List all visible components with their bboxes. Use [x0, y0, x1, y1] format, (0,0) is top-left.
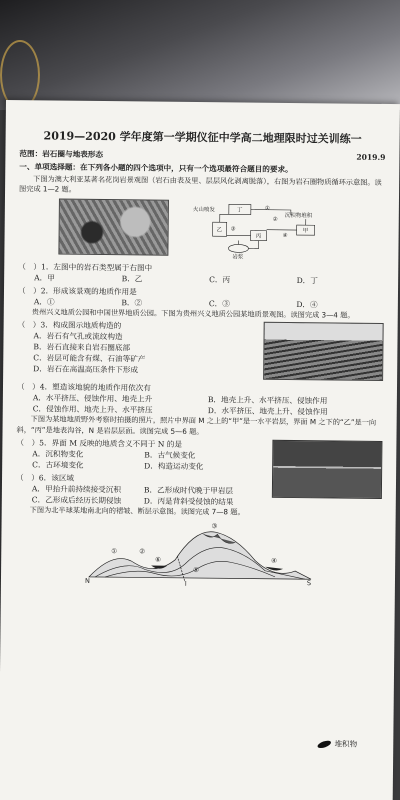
q1-stem: （ ）1．左图中的岩石类型属于右图中: [18, 261, 153, 273]
profile-label-l: l: [184, 579, 187, 587]
q5-stem: （ ）5．界面 M 反映的地质含义不同于 N 的是: [16, 438, 183, 449]
intro-q5-6: 下图为某地地质野外考察时拍摄的照片，照片中界面 M 之上的“甲”是一水平岩层，界面 M 之下的“乙”是一向斜，“丙”是地表沟谷，N 是岩层层面。读图完成 5—6 题。: [16, 414, 377, 436]
q6-option-a[interactable]: A．甲抬升前持续接受沉积: [31, 484, 121, 495]
section-heading: 一、单项选择题：在下列各小题的四个选项中，只有一个选项最符合题目的要求。: [19, 162, 293, 174]
cycle-label-yi: 乙: [216, 227, 223, 234]
q3-option-d[interactable]: D．岩石在高温高压条件下形成: [33, 364, 139, 375]
q5-option-b[interactable]: B．古气候变化: [144, 450, 196, 461]
q4-option-d[interactable]: D．水平挤压、地壳上升、侵蚀作用: [207, 406, 328, 417]
cycle-label-n4: ④: [282, 232, 288, 239]
q5-option-a[interactable]: A．沉积物变化: [32, 449, 84, 459]
q2-option-a[interactable]: A．①: [33, 297, 55, 307]
profile-label-s: S: [306, 578, 312, 587]
intro-q7-8: 下图为北半球某地南北向的褶皱、断层示意图。读图完成 7—8 题。: [29, 505, 245, 517]
intro-q1-2: 下图为澳大利亚某著名花岗岩景观图（岩石由表及里、层层风化剥离脱落），右图为岩石圈物质循环示意图。读图完成 1—2 题。: [19, 174, 382, 195]
q1-option-c[interactable]: C．丙: [209, 274, 231, 285]
profile-label-6: ⑥: [155, 555, 162, 564]
deposit-swatch-icon: [317, 739, 332, 749]
background-desk: [0, 0, 400, 110]
cycle-label-volcano: 火山喷发: [192, 206, 215, 214]
q5-option-d[interactable]: D．构造运动变化: [144, 461, 204, 472]
question-1: [18, 261, 384, 287]
q6-option-c[interactable]: C．乙形成后经历长期侵蚀: [31, 495, 122, 506]
cycle-label-ding: 丁: [236, 207, 243, 214]
cycle-label-n2: ②: [272, 216, 278, 223]
profile-label-3: ③: [211, 521, 218, 530]
fold-fault-profile: [85, 518, 316, 586]
legend-label: 堆积物: [334, 739, 358, 749]
cycle-label-bing: 丙: [255, 233, 262, 240]
intro-q3-4: 贵州兴义地质公园和中国世界地质公园。下图为贵州兴义地质公园某地质景观图。读图完成 3—4 题。: [31, 307, 355, 320]
q2-option-b[interactable]: B．②: [121, 298, 143, 308]
profile-label-4: ④: [271, 556, 278, 565]
rock-cycle-diagram: [190, 200, 341, 262]
date-text: 2019.9: [356, 152, 386, 162]
q3-stem: （ ）3．构成图示地质构造的: [17, 320, 122, 331]
q3-option-b[interactable]: B．岩石直接来自岩石圈底部: [33, 342, 131, 353]
q3-option-c[interactable]: C．岩层可能含有煤、石油等矿产: [33, 353, 146, 364]
q4-stem: （ ）4．塑造该地貌的地质作用依次有: [16, 382, 151, 393]
granite-landscape-photo: [58, 198, 169, 255]
q6-stem: （ ）6．该区域: [15, 473, 75, 483]
exam-paper: [0, 100, 400, 800]
profile-label-5: ⑤: [193, 565, 199, 574]
question-4: [17, 381, 383, 418]
q1-option-d[interactable]: D．丁: [296, 275, 318, 286]
cycle-label-magma: 岩浆: [232, 254, 244, 261]
page-title: 2019—2020 学年度第一学期仪征中学高二地理限时过关训练一: [43, 129, 362, 146]
cycle-label-sediment: 沉积物堆积: [284, 212, 313, 220]
profile-legend: [317, 738, 357, 749]
q4-option-a[interactable]: A．水平挤压、侵蚀作用、地壳上升: [32, 393, 153, 404]
q3-option-a[interactable]: A．岩石有气孔或流纹构造: [33, 331, 123, 342]
q6-option-d[interactable]: D．丙是背斜受侵蚀的结果: [143, 496, 234, 507]
cycle-label-n3: ③: [230, 226, 236, 233]
q4-option-c[interactable]: C．侵蚀作用、地壳上升、水平挤压: [32, 404, 153, 415]
q2-stem: （ ）2．形成该景观的地质作用是: [17, 285, 137, 297]
strata-interface-photo: [272, 440, 383, 499]
profile-label-n: N: [84, 576, 90, 585]
q4-option-b[interactable]: B．地壳上升、水平挤压、侵蚀作用: [207, 395, 328, 406]
cycle-label-jia: 甲: [302, 227, 309, 234]
profile-label-2: ②: [139, 546, 146, 556]
q2-option-d[interactable]: D．④: [296, 299, 318, 310]
folded-strata-photo: [263, 322, 384, 381]
q2-option-c[interactable]: C．③: [208, 298, 230, 309]
cycle-label-n1: ①: [264, 205, 270, 212]
scope-text: 范围：岩石圈与地表形态: [19, 149, 104, 159]
q1-option-b[interactable]: B．乙: [121, 274, 143, 284]
q1-option-a[interactable]: A．甲: [34, 273, 55, 283]
q5-option-c[interactable]: C．古环境变化: [32, 460, 84, 470]
profile-label-1: ①: [111, 546, 118, 555]
figure-row-1: [58, 198, 385, 261]
q6-option-b[interactable]: B．乙形成时代晚于甲岩层: [143, 485, 234, 496]
